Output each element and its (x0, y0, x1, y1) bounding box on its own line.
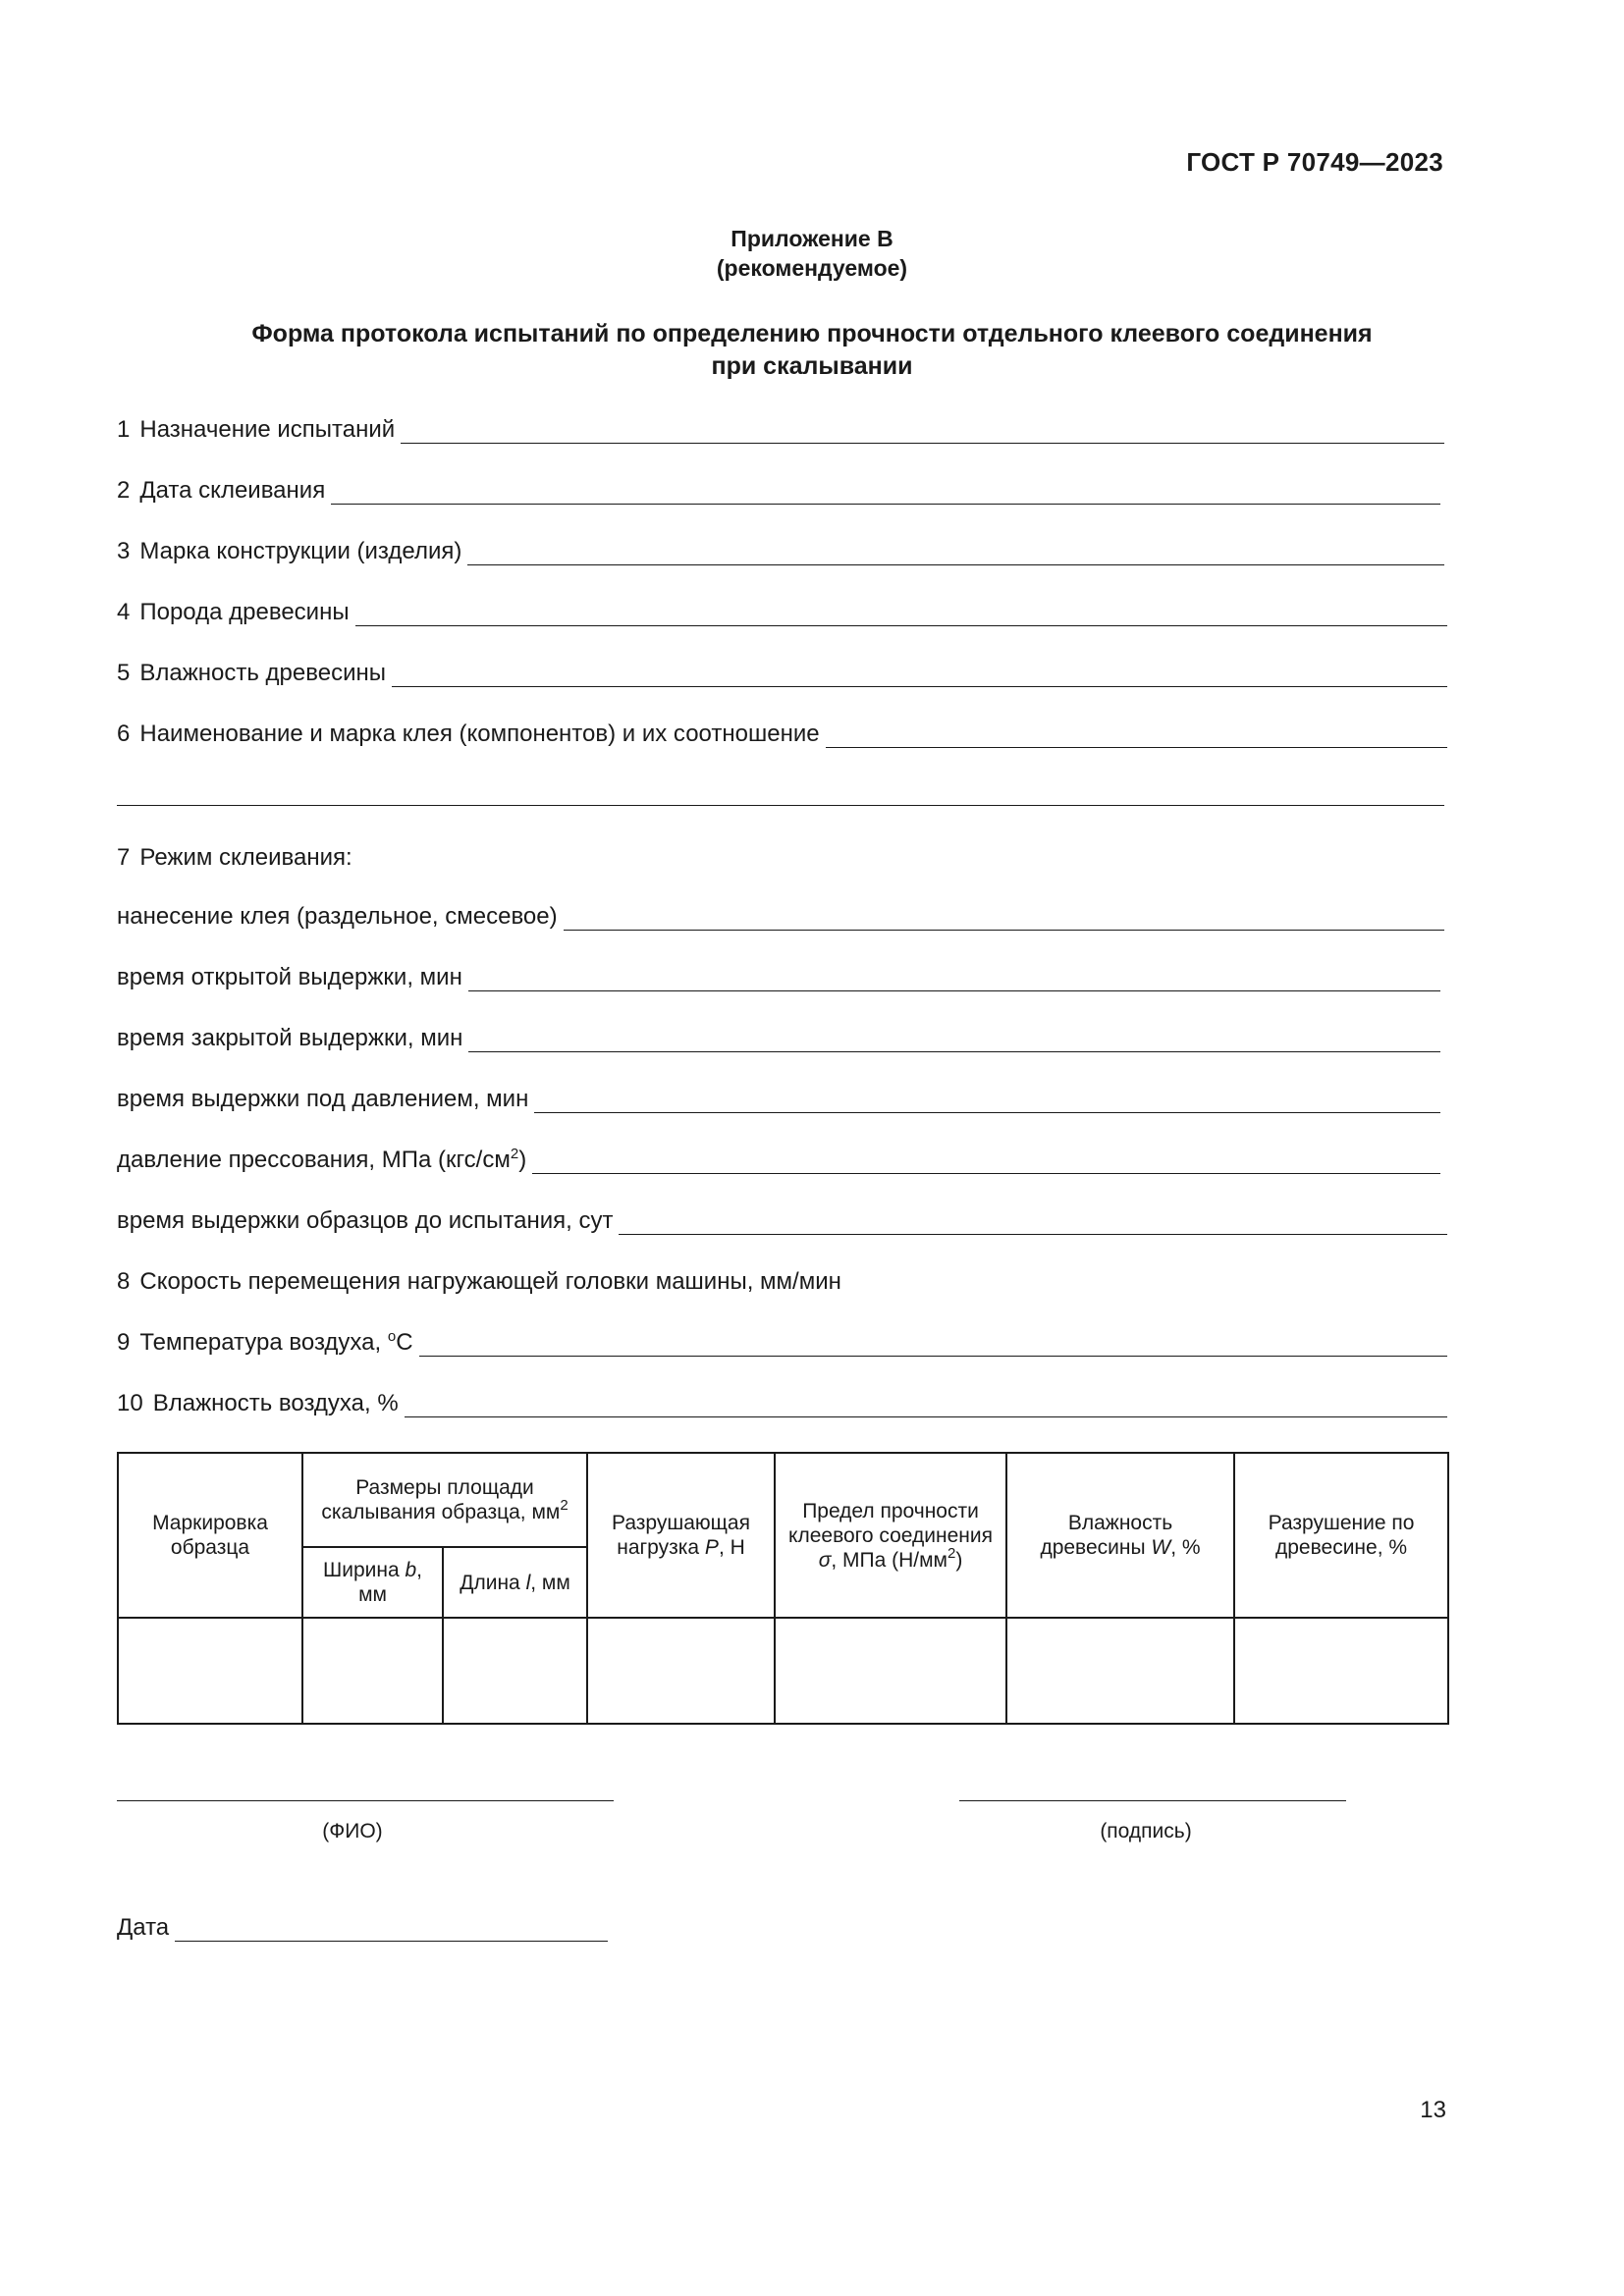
fill-in-line[interactable] (534, 1091, 1440, 1113)
fill-in-line[interactable] (468, 1030, 1440, 1052)
table-cell[interactable] (1234, 1618, 1448, 1724)
fill-in-line[interactable] (331, 482, 1440, 505)
field-label: Дата склеивания (139, 477, 326, 504)
field-number: 4 (117, 599, 131, 625)
fill-in-line[interactable] (467, 543, 1444, 565)
header-strength: Предел прочности клеевого соединения σ, МПа $(Н/мм^2)$ (775, 1453, 1006, 1618)
fill-in-line[interactable] (392, 665, 1447, 687)
header-load: Разрушающая нагрузка P, Н (587, 1453, 775, 1618)
field-number: 10 (117, 1390, 143, 1416)
field-closed-time (117, 1023, 1440, 1052)
field-label: время открытой выдержки, мин (117, 964, 462, 990)
name-line[interactable] (117, 1800, 614, 1801)
results-table (117, 1452, 1449, 1725)
field-gluing-mode (117, 842, 1444, 872)
field-label: Режим склеивания: (139, 844, 352, 871)
field-label: Назначение испытаний (139, 416, 396, 443)
table-cell[interactable] (118, 1618, 302, 1724)
field-wood-moisture (117, 658, 1447, 687)
table-row (118, 1618, 1448, 1724)
form-title (0, 318, 1624, 383)
header-length: Длина l, мм (443, 1547, 587, 1618)
field-number: 8 (117, 1268, 131, 1295)
header-moisture: Влажность древесины W, % (1006, 1453, 1234, 1618)
field-number: 9 (117, 1329, 131, 1356)
fill-in-line[interactable] (355, 604, 1447, 626)
table-cell[interactable] (302, 1618, 443, 1724)
fill-in-line-continuation[interactable] (117, 805, 1444, 806)
field-open-time (117, 962, 1440, 991)
fill-in-line[interactable] (619, 1212, 1447, 1235)
header-marking: Маркировка образца (118, 1453, 302, 1618)
fill-in-line[interactable] (532, 1151, 1440, 1174)
fill-in-line[interactable] (419, 1334, 1447, 1357)
field-label: Влажность древесины (139, 660, 386, 686)
field-number: 7 (117, 844, 131, 871)
appendix-heading (0, 224, 1624, 283)
header-width: Ширина b, мм (302, 1547, 443, 1618)
field-label: Порода древесины (139, 599, 350, 625)
header-wood-failure: Разрушение по древесине, % (1234, 1453, 1448, 1618)
field-pressing-pressure (117, 1145, 1440, 1174)
table-cell[interactable] (587, 1618, 775, 1724)
name-caption: (ФИО) (322, 1820, 383, 1842)
fill-in-line[interactable] (826, 725, 1447, 748)
field-adhesive (117, 719, 1447, 748)
field-label: время выдержки образцов до испытания, сут (117, 1207, 614, 1234)
fill-in-line[interactable] (468, 969, 1440, 991)
page-number: 13 (1420, 2097, 1446, 2123)
field-label: Наименование и марка клея (компонентов) и их соотношение (139, 721, 820, 747)
field-glue-application (117, 901, 1444, 931)
field-label: давление прессования, МПа $(кгс/см^2)$ (117, 1146, 527, 1173)
standard-code: ГОСТ Р 70749—2023 (1186, 147, 1443, 177)
field-air-humidity (117, 1388, 1447, 1417)
signature-line[interactable] (959, 1800, 1346, 1801)
field-conditioning-time (117, 1205, 1447, 1235)
field-label: время выдержки под давлением, мин (117, 1086, 529, 1112)
field-number: 2 (117, 477, 131, 504)
table-cell[interactable] (443, 1618, 587, 1724)
table-cell[interactable] (775, 1618, 1006, 1724)
field-gluing-date (117, 475, 1440, 505)
field-structure-grade (117, 536, 1444, 565)
field-number: 5 (117, 660, 131, 686)
appendix-title: Приложение В (731, 226, 893, 251)
form-title-line1: Форма протокола испытаний по определению прочности отдельного клеевого соединения (251, 320, 1373, 347)
field-air-temperature (117, 1327, 1447, 1357)
fill-in-line[interactable] (405, 1395, 1447, 1417)
header-dimensions: Размеры площади скалывания образца, $мм^2$ (302, 1453, 587, 1547)
field-wood-species (117, 597, 1447, 626)
field-label: время закрытой выдержки, мин (117, 1025, 463, 1051)
form-title-line2: при скалывании (711, 352, 913, 380)
field-label: Марка конструкции (изделия) (139, 538, 462, 564)
field-label: нанесение клея (раздельное, смесевое) (117, 903, 558, 930)
table-cell[interactable] (1006, 1618, 1234, 1724)
field-number: 6 (117, 721, 131, 747)
fill-in-line[interactable] (564, 908, 1444, 931)
field-pressure-time (117, 1084, 1440, 1113)
signature-caption: (подпись) (1100, 1820, 1192, 1842)
date-line[interactable] (175, 1919, 608, 1942)
date-label: Дата (117, 1914, 170, 1941)
table-header-row (118, 1453, 1448, 1547)
fill-in-line[interactable] (401, 421, 1444, 444)
field-crosshead-speed (117, 1266, 1444, 1296)
field-number: 3 (117, 538, 131, 564)
field-label: Скорость перемещения нагружающей головки машины, мм/мин (139, 1268, 841, 1295)
field-number: 1 (117, 416, 131, 443)
appendix-status: (рекомендуемое) (716, 255, 908, 281)
field-label: Влажность воздуха, % (152, 1390, 399, 1416)
field-test-purpose (117, 414, 1444, 444)
field-date (117, 1912, 608, 1942)
field-label: Температура воздуха, $^о$С (139, 1328, 413, 1356)
